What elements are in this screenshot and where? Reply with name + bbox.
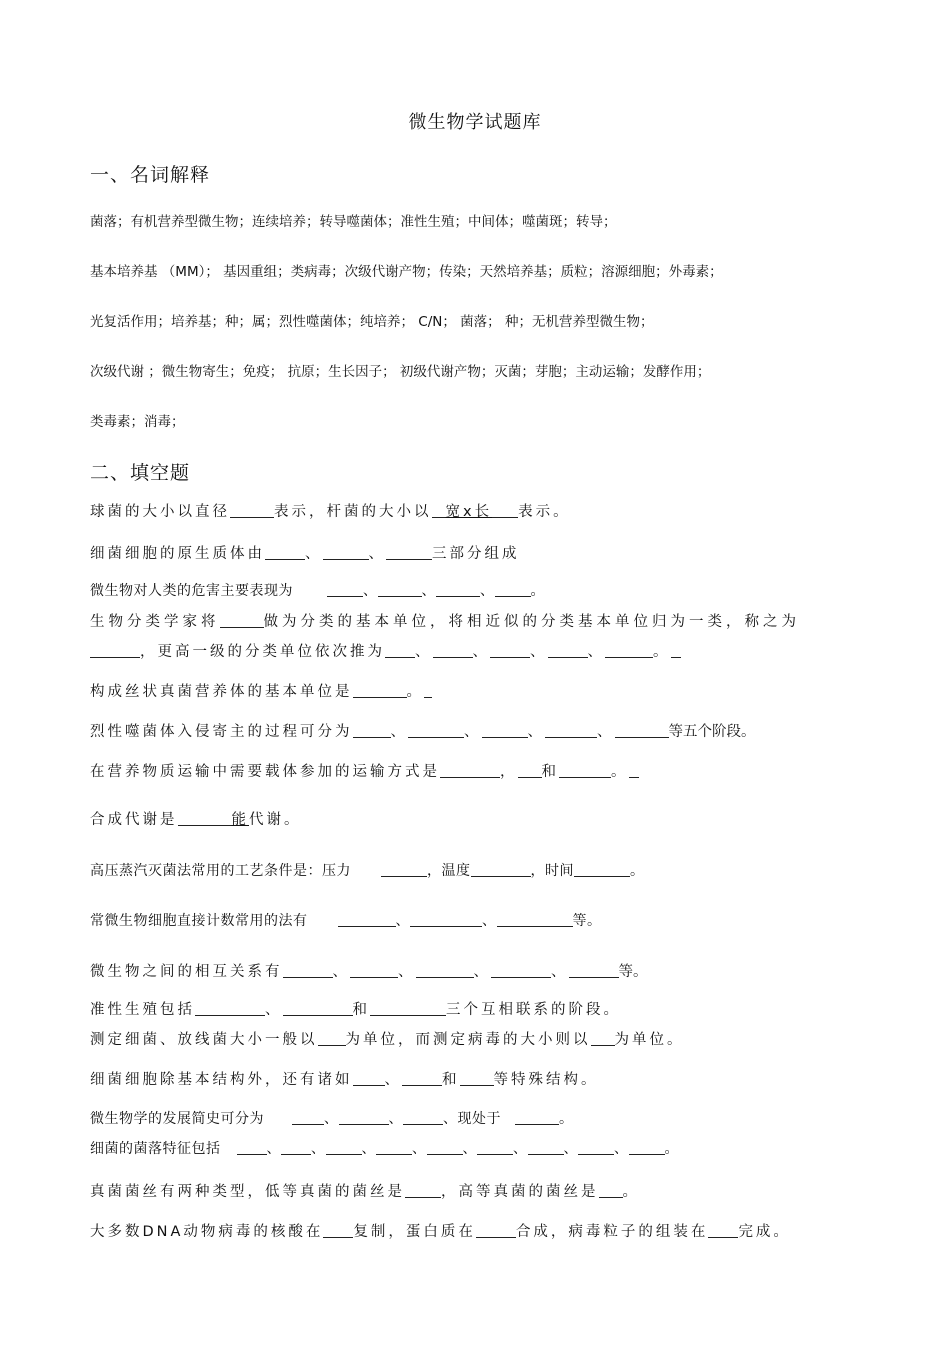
answer-blank[interactable] — [629, 1140, 665, 1155]
answer-blank[interactable] — [178, 811, 232, 826]
question-8: 合成代谢是 能代谢。 — [90, 812, 302, 828]
answer-blank[interactable] — [559, 763, 611, 778]
answer-blank[interactable] — [410, 912, 482, 927]
question-13: 测定细菌、放线菌大小一般以 为单位，而测定病毒的大小则以 为单位。 — [90, 1032, 685, 1048]
answer-blank[interactable] — [326, 1140, 362, 1155]
answer-blank[interactable] — [491, 963, 551, 978]
answer-blank[interactable] — [548, 643, 588, 658]
section-heading-fill-in: 二、填空题 — [90, 462, 191, 484]
answer-blank[interactable] — [460, 1071, 494, 1086]
answer-blank[interactable] — [471, 862, 531, 877]
answer-blank[interactable] — [338, 912, 396, 927]
answer-blank[interactable] — [416, 963, 474, 978]
answer-blank[interactable] — [323, 545, 369, 560]
question-16: 细菌的菌落特征包括 、 、 、 、 、 、 、 、 。 — [90, 1141, 679, 1157]
answer-blank[interactable] — [381, 862, 427, 877]
answer-blank[interactable] — [518, 763, 542, 778]
answer-blank[interactable] — [403, 1110, 443, 1125]
answer-blank[interactable] — [195, 1001, 265, 1016]
answer-blank[interactable] — [323, 1223, 353, 1238]
term-line-5: 类毒素；消毒； — [90, 414, 185, 430]
answer-blank[interactable] — [402, 1071, 442, 1086]
question-3: 微生物对人类的危害主要表现为 、 、 、 。 — [90, 583, 545, 599]
answer-blank[interactable] — [482, 723, 528, 738]
question-2: 细菌细胞的原生质体由 、 、 三部分组成 — [90, 546, 520, 562]
answer-blank[interactable] — [615, 723, 669, 738]
question-17: 真菌菌丝有两种类型，低等真菌的菌丝是 ，高等真菌的菌丝是 。 — [90, 1184, 640, 1200]
answer-blank[interactable] — [427, 1140, 463, 1155]
answer-blank[interactable] — [292, 1110, 324, 1125]
answer-blank[interactable] — [230, 503, 274, 518]
answer-blank[interactable] — [339, 1110, 389, 1125]
section-heading-definitions: 一、名词解释 — [90, 164, 211, 186]
answer-blank[interactable] — [497, 912, 573, 927]
answer-blank[interactable] — [385, 643, 415, 658]
term-line-2: 基本培养基 （MM）； 基因重组；类病毒；次级代谢产物；传染；天然培养基；质粒；溶源细胞；外毒素； — [90, 264, 723, 280]
answer-blank[interactable] — [265, 545, 305, 560]
answer-blank[interactable] — [405, 1183, 441, 1198]
question-11: 微生物之间的相互关系有 、 、 、 、 等。 — [90, 964, 648, 980]
page-title: 微生物学试题库 — [408, 112, 542, 133]
answer-blank[interactable] — [492, 503, 518, 518]
question-12: 准性生殖包括 、 和 三个互相联系的阶段。 — [90, 1002, 621, 1018]
question-10: 常微生物细胞直接计数常用的法有 、 、 等。 — [90, 913, 602, 929]
answer-blank[interactable] — [440, 763, 500, 778]
answer-blank[interactable] — [283, 963, 333, 978]
term-line-3: 光复活作用；培养基；种；属；烈性噬菌体；纯培养； C/N； 菌落； 种；无机营养型微生物； — [90, 314, 654, 330]
answer-blank[interactable] — [237, 1140, 267, 1155]
answer-blank[interactable] — [591, 1031, 615, 1046]
answer-blank[interactable] — [350, 963, 398, 978]
answer-blank[interactable] — [386, 545, 432, 560]
answer-blank[interactable] — [515, 1110, 559, 1125]
answer-blank[interactable] — [605, 643, 653, 658]
question-18: 大多数DNA动物病毒的核酸在 复制，蛋白质在 合成，病毒粒子的组装在 完成。 — [90, 1224, 791, 1240]
question-5: 构成丝状真菌营养体的基本单位是 。 — [90, 680, 432, 701]
answer-blank[interactable] — [283, 1001, 353, 1016]
answer-blank[interactable] — [408, 723, 464, 738]
question-9: 高压蒸汽灭菌法常用的工艺条件是：压力 ，温度 ，时间 。 — [90, 863, 645, 879]
answer-blank[interactable] — [574, 862, 630, 877]
term-line-1: 菌落；有机营养型微生物；连续培养；转导噬菌体；准性生殖；中间体；噬菌斑；转导； — [90, 214, 617, 230]
answer-blank[interactable] — [90, 643, 140, 658]
answer-blank[interactable] — [495, 582, 531, 597]
answer-blank[interactable] — [436, 582, 480, 597]
answer-blank[interactable] — [220, 613, 264, 628]
term-line-4: 次级代谢 ；微生物寄生；免疫； 抗原；生长因子； 初级代谢产物；灭菌；芽胞；主动运输；发酵作用； — [90, 364, 711, 380]
question-15: 微生物学的发展简史可分为 、 、 、现处于 。 — [90, 1111, 574, 1127]
question-1: 球菌的大小以直径 表示，杆菌的大小以 宽x长 表示。 — [90, 504, 571, 520]
answer-blank[interactable] — [370, 1001, 446, 1016]
answer-blank[interactable] — [569, 963, 619, 978]
question-6: 烈性噬菌体入侵寄主的过程可分为 、 、 、 、 等五个阶段。 — [90, 724, 756, 740]
answer-blank[interactable] — [528, 1140, 564, 1155]
question-14: 细菌细胞除基本结构外，还有诸如 、 和 等特殊结构。 — [90, 1072, 599, 1088]
answer-blank[interactable] — [708, 1223, 738, 1238]
answer-blank[interactable] — [378, 582, 422, 597]
answer-blank[interactable] — [476, 1223, 516, 1238]
question-7: 在营养物质运输中需要载体参加的运输方式是 ， 和 。 — [90, 760, 639, 781]
answer-blank[interactable] — [545, 723, 597, 738]
answer-blank[interactable] — [353, 723, 391, 738]
answer-blank[interactable] — [490, 643, 530, 658]
answer-blank[interactable] — [353, 683, 407, 698]
answer-blank[interactable] — [327, 582, 363, 597]
answer-blank[interactable] — [281, 1140, 311, 1155]
answer-blank[interactable] — [318, 1031, 346, 1046]
question-4-line-2: ，更高一级的分类单位依次推为 、 、 、 、 。 — [90, 640, 681, 661]
answer-blank[interactable] — [353, 1071, 385, 1086]
answer-blank[interactable] — [376, 1140, 412, 1155]
answer-blank[interactable] — [477, 1140, 513, 1155]
answer-blank[interactable] — [599, 1183, 623, 1198]
answer-blank[interactable] — [432, 503, 446, 518]
question-4-line-1: 生物分类学家将 做为分类的基本单位，将相近似的分类基本单位归为一类，称之为 — [90, 614, 800, 630]
answer-blank[interactable] — [433, 643, 473, 658]
answer-blank[interactable] — [578, 1140, 614, 1155]
